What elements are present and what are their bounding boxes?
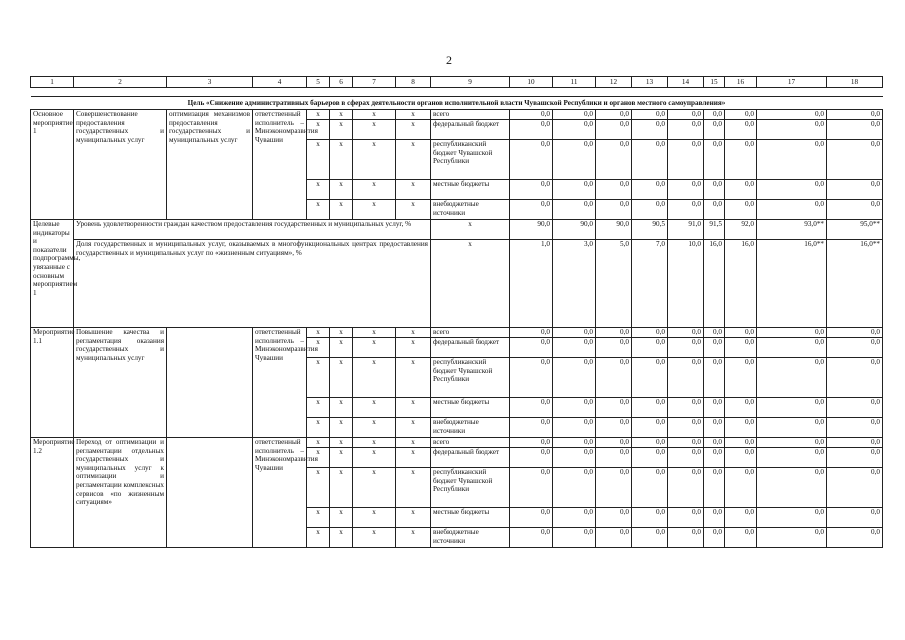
- funding-value: 0,0: [725, 438, 757, 448]
- funding-value: 0,0: [704, 328, 725, 338]
- budget-code: x: [307, 180, 330, 200]
- funding-value: 0,0: [596, 398, 632, 418]
- funding-value: 0,0: [725, 180, 757, 200]
- budget-code: x: [396, 140, 431, 180]
- funding-value: 0,0: [596, 528, 632, 548]
- funding-value: 0,0: [553, 528, 596, 548]
- budget-code: x: [396, 528, 431, 548]
- funding-value: 0,0: [725, 448, 757, 468]
- budget-code: x: [396, 200, 431, 220]
- funding-source: всего: [431, 328, 510, 338]
- goal-row: [31, 97, 883, 110]
- indicator-mark: x: [431, 240, 510, 328]
- funding-value: 0,0: [596, 448, 632, 468]
- funding-source: внебюджетные источники: [431, 418, 510, 438]
- funding-value: 0,0: [632, 328, 668, 338]
- indicator-text: Доля государственных и муниципальных услуг, оказываемых в многофункциональных центрах предоставления государственных и муниципальных услуг по «жизненным ситуациям», %: [74, 240, 431, 328]
- budget-code: x: [330, 120, 353, 140]
- funding-value: 0,0: [632, 338, 668, 358]
- budget-code: x: [353, 140, 396, 180]
- funding-value: 0,0: [704, 110, 725, 120]
- column-number: 11: [553, 77, 596, 88]
- funding-value: 0,0: [757, 338, 827, 358]
- budget-code: x: [330, 180, 353, 200]
- budget-code: x: [396, 398, 431, 418]
- funding-value: 0,0: [704, 528, 725, 548]
- funding-value: 0,0: [553, 418, 596, 438]
- funding-value: 0,0: [704, 180, 725, 200]
- budget-code: x: [353, 438, 396, 448]
- funding-value: 0,0: [725, 358, 757, 398]
- funding-value: 0,0: [596, 110, 632, 120]
- funding-value: 0,0: [757, 120, 827, 140]
- funding-value: 0,0: [827, 338, 883, 358]
- indicator-row: [31, 220, 883, 240]
- funding-value: 0,0: [725, 528, 757, 548]
- budget-code: x: [396, 418, 431, 438]
- funding-value: 0,0: [632, 448, 668, 468]
- funding-value: 0,0: [553, 328, 596, 338]
- funding-value: 0,0: [668, 418, 704, 438]
- column-number: 18: [827, 77, 883, 88]
- table-row: [31, 328, 883, 338]
- funding-value: 0,0: [827, 508, 883, 528]
- budget-code: x: [330, 448, 353, 468]
- indicators-label: Целевые индикаторы и показатели подпрограммы, увязанные с основным мероприятием 1: [31, 220, 74, 328]
- budget-code: x: [396, 328, 431, 338]
- table-row: [31, 110, 883, 120]
- budget-code: x: [307, 438, 330, 448]
- funding-value: 0,0: [757, 448, 827, 468]
- funding-value: 0,0: [510, 110, 553, 120]
- budget-code: x: [353, 398, 396, 418]
- budget-code: x: [330, 338, 353, 358]
- indicator-value: 92,0: [725, 220, 757, 240]
- funding-source: внебюджетные источники: [431, 528, 510, 548]
- funding-value: 0,0: [596, 468, 632, 508]
- funding-value: 0,0: [668, 358, 704, 398]
- funding-value: 0,0: [725, 110, 757, 120]
- funding-value: 0,0: [510, 438, 553, 448]
- funding-value: 0,0: [553, 338, 596, 358]
- funding-value: 0,0: [510, 338, 553, 358]
- column-number: 2: [74, 77, 167, 88]
- indicator-text: Уровень удовлетворенности граждан качеством предоставления государственных и муниципальных услуг, %: [74, 220, 431, 240]
- funding-value: 0,0: [510, 528, 553, 548]
- budget-code: x: [307, 418, 330, 438]
- funding-value: 0,0: [632, 180, 668, 200]
- indicator-value: 95,0**: [827, 220, 883, 240]
- funding-value: 0,0: [704, 448, 725, 468]
- column-number: 1: [31, 77, 74, 88]
- funding-value: 0,0: [553, 110, 596, 120]
- funding-value: 0,0: [725, 418, 757, 438]
- indicator-value: 16,0**: [757, 240, 827, 328]
- funding-value: 0,0: [827, 328, 883, 338]
- budget-code: x: [307, 358, 330, 398]
- funding-source: республиканский бюджет Чувашской Республики: [431, 358, 510, 398]
- funding-value: 0,0: [632, 110, 668, 120]
- funding-source: федеральный бюджет: [431, 448, 510, 468]
- funding-value: 0,0: [704, 438, 725, 448]
- funding-source: всего: [431, 110, 510, 120]
- funding-source: федеральный бюджет: [431, 338, 510, 358]
- funding-value: 0,0: [668, 180, 704, 200]
- event-name: Совершенствование предоставления государственных и муниципальных услуг: [74, 110, 167, 220]
- indicator-value: 16,0: [725, 240, 757, 328]
- column-number: 7: [353, 77, 396, 88]
- funding-value: 0,0: [668, 140, 704, 180]
- funding-value: 0,0: [757, 528, 827, 548]
- budget-code: x: [330, 200, 353, 220]
- funding-source: местные бюджеты: [431, 508, 510, 528]
- budget-code: x: [353, 328, 396, 338]
- budget-code: x: [330, 110, 353, 120]
- funding-source: федеральный бюджет: [431, 120, 510, 140]
- funding-source: республиканский бюджет Чувашской Республики: [431, 140, 510, 180]
- funding-value: 0,0: [704, 418, 725, 438]
- funding-value: 0,0: [668, 468, 704, 508]
- funding-value: 0,0: [632, 418, 668, 438]
- funding-value: 0,0: [553, 200, 596, 220]
- budget-code: x: [353, 358, 396, 398]
- funding-value: 0,0: [827, 398, 883, 418]
- funding-value: 0,0: [827, 468, 883, 508]
- budget-code: x: [353, 200, 396, 220]
- funding-value: 0,0: [632, 140, 668, 180]
- budget-code: x: [353, 508, 396, 528]
- budget-code: x: [396, 110, 431, 120]
- funding-value: 0,0: [632, 438, 668, 448]
- funding-value: 0,0: [827, 180, 883, 200]
- indicator-value: 90,0: [510, 220, 553, 240]
- funding-value: 0,0: [553, 358, 596, 398]
- budget-code: x: [330, 358, 353, 398]
- funding-value: 0,0: [632, 120, 668, 140]
- funding-value: 0,0: [596, 180, 632, 200]
- event-name: Переход от оптимизации и регламентации отдельных государственных и муниципальных услуг к оптимизации и регламентации комплексных сервисов «по жизненным ситуациям»: [74, 438, 167, 548]
- funding-value: 0,0: [757, 180, 827, 200]
- funding-value: 0,0: [668, 398, 704, 418]
- funding-value: 0,0: [510, 468, 553, 508]
- event-goal: [167, 328, 253, 438]
- funding-value: 0,0: [704, 358, 725, 398]
- responsible-executor: ответственный исполнитель – Минэкономразвития Чувашии: [253, 438, 307, 548]
- indicator-value: 3,0: [553, 240, 596, 328]
- funding-value: 0,0: [553, 438, 596, 448]
- funding-value: 0,0: [704, 200, 725, 220]
- funding-value: 0,0: [510, 398, 553, 418]
- budget-code: x: [330, 418, 353, 438]
- spacer-row: [31, 88, 883, 97]
- funding-value: 0,0: [704, 140, 725, 180]
- budget-code: x: [353, 418, 396, 438]
- funding-value: 0,0: [827, 418, 883, 438]
- funding-value: 0,0: [757, 110, 827, 120]
- funding-value: 0,0: [510, 200, 553, 220]
- column-number: 10: [510, 77, 553, 88]
- table-row: [31, 438, 883, 448]
- goal-title: Цель «Снижение административных барьеров в сферах деятельности органов исполнительной власти Чувашской Республики и органов местного самоуправления»: [31, 97, 883, 110]
- budget-code: x: [353, 110, 396, 120]
- funding-source: местные бюджеты: [431, 398, 510, 418]
- funding-value: 0,0: [510, 180, 553, 200]
- funding-value: 0,0: [827, 120, 883, 140]
- funding-value: 0,0: [827, 358, 883, 398]
- funding-source: местные бюджеты: [431, 180, 510, 200]
- funding-value: 0,0: [725, 398, 757, 418]
- budget-code: x: [307, 110, 330, 120]
- funding-value: 0,0: [553, 398, 596, 418]
- funding-value: 0,0: [596, 438, 632, 448]
- funding-value: 0,0: [596, 200, 632, 220]
- funding-value: 0,0: [757, 358, 827, 398]
- funding-value: 0,0: [827, 438, 883, 448]
- funding-value: 0,0: [668, 528, 704, 548]
- budget-code: x: [396, 338, 431, 358]
- funding-value: 0,0: [704, 508, 725, 528]
- responsible-executor: ответственный исполнитель – Минэкономразвития Чувашии: [253, 328, 307, 438]
- funding-value: 0,0: [668, 110, 704, 120]
- funding-value: 0,0: [668, 120, 704, 140]
- funding-source: всего: [431, 438, 510, 448]
- funding-value: 0,0: [725, 468, 757, 508]
- funding-value: 0,0: [725, 140, 757, 180]
- budget-code: x: [396, 448, 431, 468]
- indicator-value: 16,0**: [827, 240, 883, 328]
- budget-code: x: [307, 140, 330, 180]
- budget-code: x: [396, 120, 431, 140]
- column-number: 6: [330, 77, 353, 88]
- column-number: 5: [307, 77, 330, 88]
- funding-value: 0,0: [757, 328, 827, 338]
- budget-code: x: [353, 468, 396, 508]
- budget-code: x: [307, 200, 330, 220]
- funding-value: 0,0: [757, 140, 827, 180]
- funding-value: 0,0: [827, 200, 883, 220]
- funding-value: 0,0: [704, 468, 725, 508]
- indicator-value: 90,5: [632, 220, 668, 240]
- column-number: 8: [396, 77, 431, 88]
- budget-code: x: [353, 120, 396, 140]
- funding-value: 0,0: [632, 200, 668, 220]
- column-number: 16: [725, 77, 757, 88]
- funding-source: внебюджетные источники: [431, 200, 510, 220]
- budget-code: x: [396, 180, 431, 200]
- funding-value: 0,0: [596, 358, 632, 398]
- funding-value: 0,0: [510, 120, 553, 140]
- funding-value: 0,0: [704, 338, 725, 358]
- funding-value: 0,0: [668, 438, 704, 448]
- funding-value: 0,0: [725, 200, 757, 220]
- budget-code: x: [307, 448, 330, 468]
- indicator-value: 90,0: [596, 220, 632, 240]
- budget-code: x: [396, 438, 431, 448]
- column-number: 17: [757, 77, 827, 88]
- funding-value: 0,0: [553, 180, 596, 200]
- event-number: Основное мероприятие 1: [31, 110, 74, 220]
- budget-code: x: [396, 358, 431, 398]
- funding-value: 0,0: [632, 358, 668, 398]
- indicator-value: 5,0: [596, 240, 632, 328]
- funding-value: 0,0: [632, 528, 668, 548]
- indicator-value: 91,0: [668, 220, 704, 240]
- funding-value: 0,0: [510, 328, 553, 338]
- budget-code: x: [307, 338, 330, 358]
- indicator-value: 90,0: [553, 220, 596, 240]
- funding-value: 0,0: [596, 328, 632, 338]
- budget-code: x: [330, 468, 353, 508]
- funding-value: 0,0: [510, 140, 553, 180]
- event-name: Повышение качества и регламентация оказания государственных и муниципальных услуг: [74, 328, 167, 438]
- budget-code: x: [307, 468, 330, 508]
- indicator-value: 10,0: [668, 240, 704, 328]
- funding-value: 0,0: [757, 468, 827, 508]
- column-number: 15: [704, 77, 725, 88]
- budget-code: x: [307, 328, 330, 338]
- page-number: 2: [446, 53, 452, 67]
- funding-value: 0,0: [757, 438, 827, 448]
- funding-value: 0,0: [827, 140, 883, 180]
- funding-value: 0,0: [510, 508, 553, 528]
- funding-value: 0,0: [596, 120, 632, 140]
- event-number: Мероприятие 1.2: [31, 438, 74, 548]
- column-number: 13: [632, 77, 668, 88]
- funding-value: 0,0: [725, 120, 757, 140]
- funding-value: 0,0: [757, 200, 827, 220]
- funding-value: 0,0: [668, 338, 704, 358]
- funding-value: 0,0: [632, 468, 668, 508]
- budget-code: x: [330, 508, 353, 528]
- column-number: 4: [253, 77, 307, 88]
- budget-code: x: [330, 398, 353, 418]
- budget-code: x: [307, 508, 330, 528]
- program-table: [30, 76, 883, 548]
- indicator-value: 16,0: [704, 240, 725, 328]
- indicator-value: 93,0**: [757, 220, 827, 240]
- budget-code: x: [330, 140, 353, 180]
- budget-code: x: [353, 180, 396, 200]
- funding-value: 0,0: [632, 398, 668, 418]
- budget-code: x: [396, 508, 431, 528]
- indicator-value: 7,0: [632, 240, 668, 328]
- funding-value: 0,0: [827, 110, 883, 120]
- funding-value: 0,0: [596, 508, 632, 528]
- indicator-row: [31, 240, 883, 328]
- indicator-mark: x: [431, 220, 510, 240]
- funding-value: 0,0: [632, 508, 668, 528]
- funding-value: 0,0: [757, 398, 827, 418]
- funding-value: 0,0: [725, 508, 757, 528]
- funding-value: 0,0: [553, 120, 596, 140]
- funding-value: 0,0: [510, 448, 553, 468]
- event-number: Мероприятие 1.1: [31, 328, 74, 438]
- budget-code: x: [307, 120, 330, 140]
- funding-value: 0,0: [553, 140, 596, 180]
- funding-value: 0,0: [553, 468, 596, 508]
- funding-value: 0,0: [827, 528, 883, 548]
- budget-code: x: [396, 468, 431, 508]
- column-number-row: [31, 77, 883, 88]
- funding-value: 0,0: [704, 398, 725, 418]
- funding-value: 0,0: [757, 508, 827, 528]
- column-number: 9: [431, 77, 510, 88]
- funding-value: 0,0: [510, 418, 553, 438]
- funding-value: 0,0: [725, 338, 757, 358]
- funding-value: 0,0: [596, 338, 632, 358]
- responsible-executor: ответственный исполнитель – Минэкономразвития Чувашии: [253, 110, 307, 220]
- funding-value: 0,0: [596, 418, 632, 438]
- budget-code: x: [330, 328, 353, 338]
- budget-code: x: [307, 398, 330, 418]
- budget-code: x: [330, 528, 353, 548]
- funding-value: 0,0: [553, 508, 596, 528]
- budget-code: x: [353, 338, 396, 358]
- funding-value: 0,0: [668, 448, 704, 468]
- event-goal: оптимизация механизмов предоставления государственных и муниципальных услуг: [167, 110, 253, 220]
- funding-value: 0,0: [668, 328, 704, 338]
- funding-value: 0,0: [704, 120, 725, 140]
- funding-value: 0,0: [510, 358, 553, 398]
- funding-value: 0,0: [668, 200, 704, 220]
- column-number: 3: [167, 77, 253, 88]
- column-number: 12: [596, 77, 632, 88]
- funding-source: республиканский бюджет Чувашской Республики: [431, 468, 510, 508]
- budget-code: x: [307, 528, 330, 548]
- indicator-value: 1,0: [510, 240, 553, 328]
- column-number: 14: [668, 77, 704, 88]
- funding-value: 0,0: [757, 418, 827, 438]
- funding-value: 0,0: [553, 448, 596, 468]
- funding-value: 0,0: [668, 508, 704, 528]
- budget-code: x: [330, 438, 353, 448]
- funding-value: 0,0: [827, 448, 883, 468]
- budget-code: x: [353, 528, 396, 548]
- budget-code: x: [353, 448, 396, 468]
- indicator-value: 91,5: [704, 220, 725, 240]
- funding-value: 0,0: [596, 140, 632, 180]
- funding-value: 0,0: [725, 328, 757, 338]
- event-goal: [167, 438, 253, 548]
